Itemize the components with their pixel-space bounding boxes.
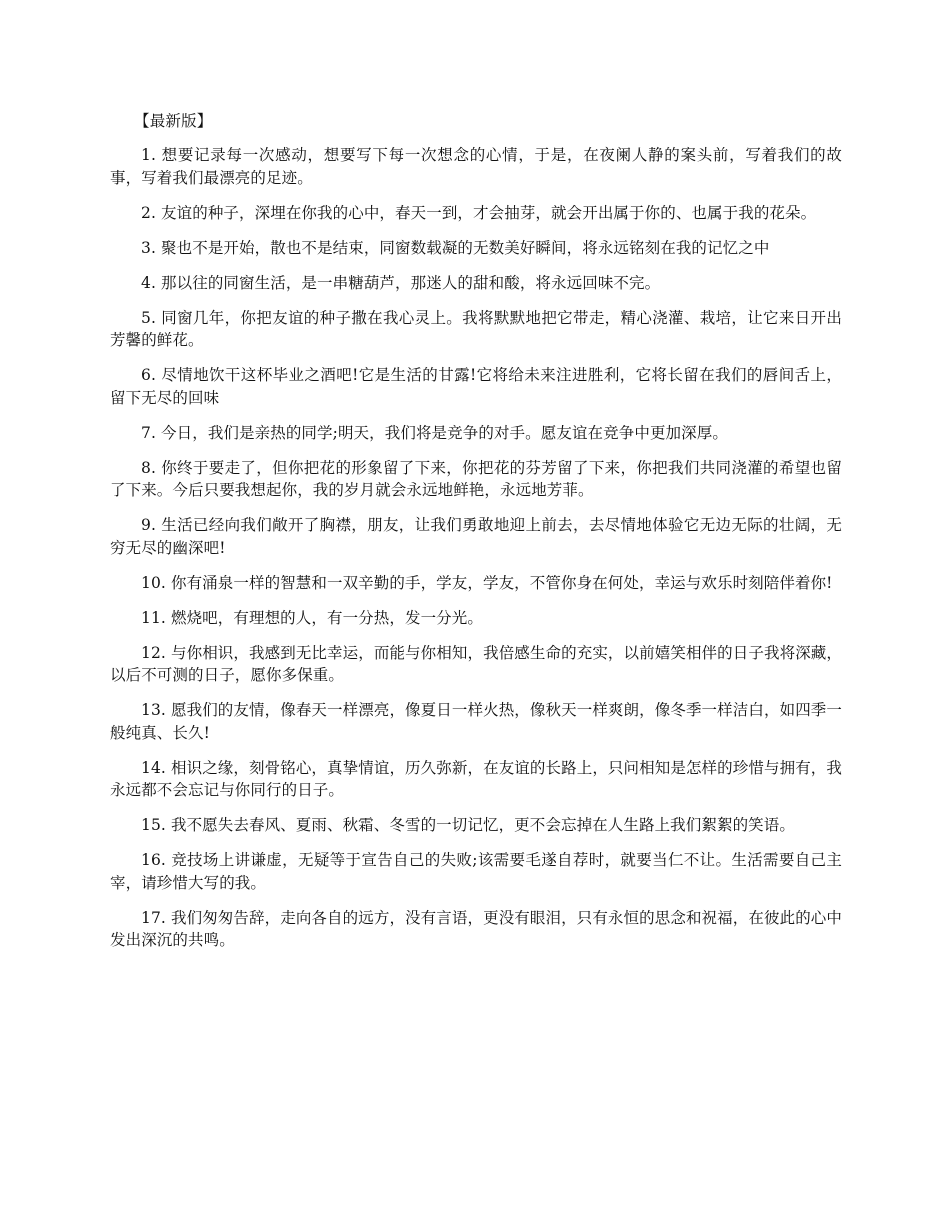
paragraph-11: 11. 燃烧吧，有理想的人，有一分热，发一分光。 [141,608,483,627]
paragraph-16: 16. 竞技场上讲谦虚，无疑等于宣告自己的失败;该需要毛遂自荐时，就要当仁不让。生活需要自己主宰，请珍惜大写的我。 [110,851,842,892]
paragraph-8: 8. 你终于要走了，但你把花的形象留了下来，你把花的芬芳留了下来，你把我们共同浇灌的希望也留了下来。今后只要我想起你，我的岁月就会永远地鲜艳，永远地芳菲。 [110,458,842,499]
paragraph-12: 12. 与你相识，我感到无比幸运，而能与你相知，我倍感生命的充实，以前嬉笑相伴的日子我将深藏，以后不可测的日子，愿你多保重。 [110,643,842,684]
paragraph-17: 17. 我们匆匆告辞，走向各自的远方，没有言语，更没有眼泪，只有永恒的思念和祝福，在彼此的心中发出深沉的共鸣。 [110,908,842,949]
paragraph-10: 10. 你有涌泉一样的智慧和一双辛勤的手，学友，学友，不管你身在何处，幸运与欢乐时刻陪伴着你! [141,573,833,592]
paragraph-6: 6. 尽情地饮干这杯毕业之酒吧!它是生活的甘露!它将给未来注进胜利，它将长留在我们的唇间舌上，留下无尽的回味 [110,366,842,407]
paragraph-15: 15. 我不愿失去春风、夏雨、秋霜、冬雪的一切记忆，更不会忘掉在人生路上我们絮絮的笑语。 [141,816,795,834]
paragraph-7: 7. 今日，我们是亲热的同学;明天，我们将是竞争的对手。愿友谊在竞争中更加深厚。 [141,423,728,442]
paragraph-2: 2. 友谊的种子，深埋在你我的心中，春天一到，才会抽芽，就会开出属于你的、也属于我的花朵。 [141,203,817,222]
paragraph-13: 13. 愿我们的友情，像春天一样漂亮，像夏日一样火热，像秋天一样爽朗，像冬季一样洁白，如四季一般纯真、长久! [110,701,842,742]
paragraph-1: 1. 想要记录每一次感动，想要写下每一次想念的心情，于是，在夜阑人静的案头前，写着我们的故事，写着我们最漂亮的足迹。 [110,146,842,187]
paragraph-5: 5. 同窗几年，你把友谊的种子撒在我心灵上。我将默默地把它带走，精心浇灌、栽培，让它来日开出芳馨的鲜花。 [110,308,842,349]
paragraph-14: 14. 相识之缘，刻骨铭心，真挚情谊，历久弥新，在友谊的长路上，只问相知是怎样的珍惜与拥有，我永远都不会忘记与你同行的日子。 [110,758,842,799]
document-page [110,110,842,964]
paragraph-9: 9. 生活已经向我们敞开了胸襟，朋友，让我们勇敢地迎上前去，去尽情地体验它无边无际的壮阔，无穷无尽的幽深吧! [110,516,842,557]
paragraph-4: 4. 那以往的同窗生活，是一串糖葫芦，那迷人的甜和酸，将永远回味不完。 [141,273,661,292]
paragraph-3: 3. 聚也不是开始，散也不是结束，同窗数载凝的无数美好瞬间，将永远铭刻在我的记忆之中 [141,238,770,257]
document-heading: 【最新版】 [134,112,213,130]
